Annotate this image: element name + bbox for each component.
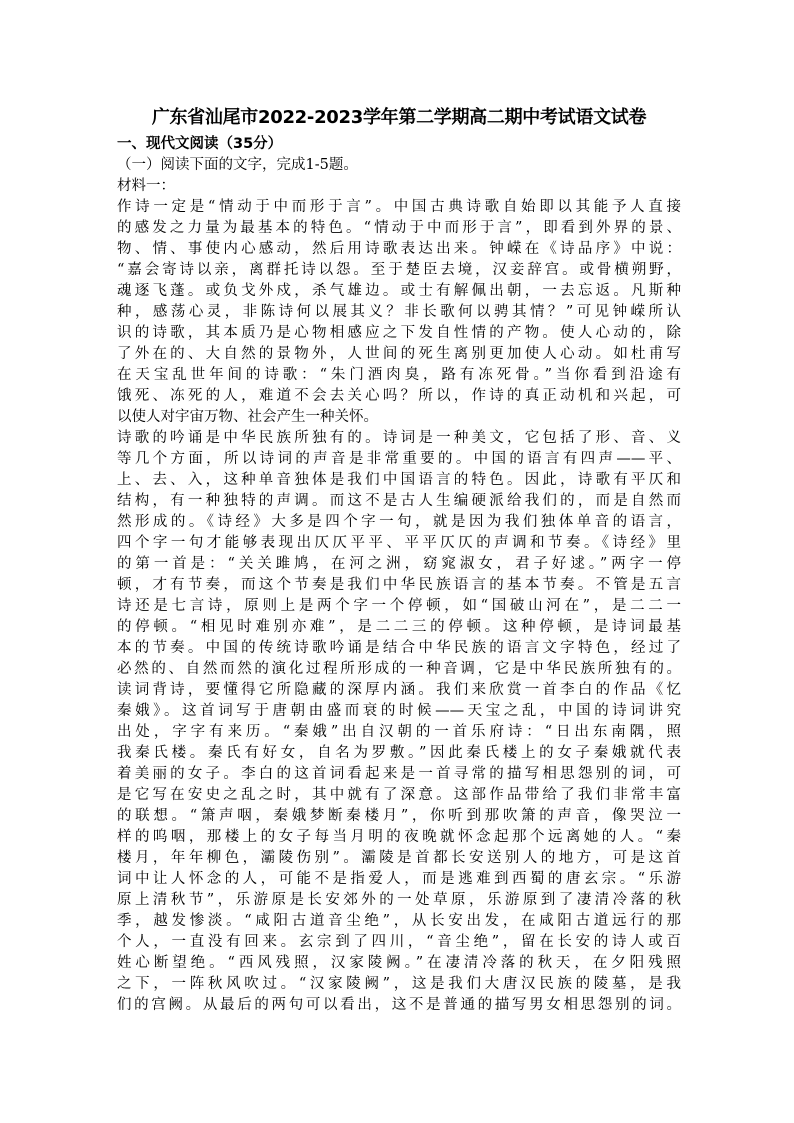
paragraph-line: 个人，一直没有回来。玄宗到了四川，“音尘绝”，留在长安的诗人或百 — [117, 934, 681, 950]
paragraph-line: 本的节奏。中国的传统诗歌吟诵是结合中华民族的语言文字特色，经过了 — [117, 640, 681, 656]
exam-page — [117, 104, 681, 1016]
paragraph-line: 着美丽的女子。李白的这首词看起来是一首寻常的描写相思怨别的词，可 — [117, 766, 681, 782]
paragraph-line: 样的呜咽，那楼上的女子每当月明的夜晚就怀念起那个远离她的人。“秦 — [117, 829, 681, 845]
paragraph-line: 顿，才有节奏，而这个节奏是我们中华民族语言的基本节奏。不管是五言 — [117, 577, 681, 593]
sub-heading: （一）阅读下面的文字，完成1-5题。 — [117, 157, 358, 173]
paragraph-2 — [117, 428, 681, 1016]
paragraph-line: 上、去、入，这种单音独体是我们中国语言的特色。因此，诗歌有平仄和 — [117, 472, 681, 488]
paragraph-line: 饿死、冻死的人，难道不会去关心吗？所以，作诗的真正动机和兴起，可 — [117, 388, 681, 404]
paragraph-line: 出处，字字有来历。“秦娥”出自汉朝的一首乐府诗：“日出东南隅，照 — [117, 724, 681, 740]
paragraph-line: 魂逐飞蓬。或负戈外戍，杀气雄边。或士有解佩出朝，一去忘返。凡斯种 — [117, 283, 681, 299]
paragraph-line: 是它写在安史之乱之时，其中就有了深意。这部作品带给了我们非常丰富 — [117, 787, 681, 803]
paragraph-line: 的第一首是：“关关雎鸠，在河之洲，窈窕淑女，君子好逑。”两字一停 — [117, 556, 681, 572]
paragraph-line: “嘉会寄诗以亲，离群托诗以怨。至于楚臣去境，汉妾辞宫。或骨横朔野， — [117, 262, 681, 278]
paragraph-line: 的停顿。“相见时难别亦难”，是二二三的停顿。这种停顿，是诗词最基 — [117, 619, 681, 635]
paragraph-line: 们的宫阙。从最后的两句可以看出，这不是普通的描写男女相思怨别的词。 — [117, 997, 681, 1013]
paragraph-line: 识的诗歌，其本质乃是心物相感应之下发自性情的产物。使人心动的，除 — [117, 325, 681, 341]
paragraph-line: 以使人对宇宙万物、社会产生一种关怀。 — [117, 409, 378, 425]
paragraph-line: 之下，一阵秋风吹过。“汉家陵阙”，这是我们大唐汉民族的陵墓，是我 — [117, 976, 681, 992]
paragraph-line: 作诗一定是“情动于中而形于言”。中国古典诗歌自始即以其能予人直接 — [117, 199, 681, 215]
paragraph-line: 楼月，年年柳色，灞陵伤别”。灞陵是首都长安送别人的地方，可是这首 — [117, 850, 681, 866]
paragraph-line: 必然的、自然而然的演化过程所形成的一种音调，它是中华民族所独有的。 — [117, 661, 681, 677]
section-heading: 一、现代文阅读（35分） — [117, 136, 283, 152]
paragraph-line: 我秦氏楼。秦氏有好女，自名为罗敷。”因此秦氏楼上的女子秦娥就代表 — [117, 745, 681, 761]
paragraph-line: 然形成的。《诗经》大多是四个字一句，就是因为我们独体单音的语言， — [117, 514, 681, 530]
paragraph-line: 结构，有一种独特的声调。而这不是古人生编硬派给我们的，而是自然而 — [117, 493, 681, 509]
paragraph-line: 秦娥》。这首词写于唐朝由盛而衰的时候——天宝之乱，中国的诗词讲究 — [117, 703, 681, 719]
paragraph-line: 季，越发惨淡。“咸阳古道音尘绝”，从长安出发，在咸阳古道远行的那 — [117, 913, 681, 929]
paragraph-line: 的感发之力量为最基本的特色。“情动于中而形于言”，即看到外界的景、 — [117, 220, 681, 236]
paragraph-line: 姓心断望绝。“西风残照，汉家陵阙。”在凄清冷落的秋天，在夕阳残照 — [117, 955, 681, 971]
paragraph-line: 种，感荡心灵，非陈诗何以展其义？非长歌何以骋其情？”可见钟嵘所认 — [117, 304, 681, 320]
paragraph-line: 物、情、事使内心感动，然后用诗歌表达出来。钟嵘在《诗品序》中说： — [117, 241, 681, 257]
paragraph-line: 在天宝乱世年间的诗歌：“朱门酒肉臭，路有冻死骨。”当你看到沿途有 — [117, 367, 681, 383]
paragraph-line: 的联想。“箫声咽，秦娥梦断秦楼月”，你听到那吹箫的声音，像哭泣一 — [117, 808, 681, 824]
material-label: 材料一： — [117, 178, 175, 194]
paragraph-line: 诗还是七言诗，原则上是两个字一个停顿，如“国破山河在”，是二二一 — [117, 598, 681, 614]
paragraph-line: 四个字一句才能够表现出仄仄平平、平平仄仄的声调和节奏。《诗经》里 — [117, 535, 681, 551]
paragraph-line: 原上清秋节”，乐游原是长安郊外的一处草原，乐游原到了凄清冷落的秋 — [117, 892, 681, 908]
paragraph-1 — [117, 197, 681, 428]
paragraph-line: 了外在的、大自然的景物外，人世间的死生离别更加使人心动。如杜甫写 — [117, 346, 681, 362]
paragraph-line: 词中让人怀念的人，可能不是指爱人，而是逃难到西蜀的唐玄宗。“乐游 — [117, 871, 681, 887]
paragraph-line: 读词背诗，要懂得它所隐藏的深厚内涵。我们来欣赏一首李白的作品《忆 — [117, 682, 681, 698]
paragraph-line: 诗歌的吟诵是中华民族所独有的。诗词是一种美文，它包括了形、音、义 — [117, 430, 681, 446]
exam-title: 广东省汕尾市2022-2023学年第二学期高二期中考试语文试卷 — [151, 107, 647, 128]
paragraph-line: 等几个方面，所以诗词的声音是非常重要的。中国的语言有四声——平、 — [117, 451, 681, 467]
